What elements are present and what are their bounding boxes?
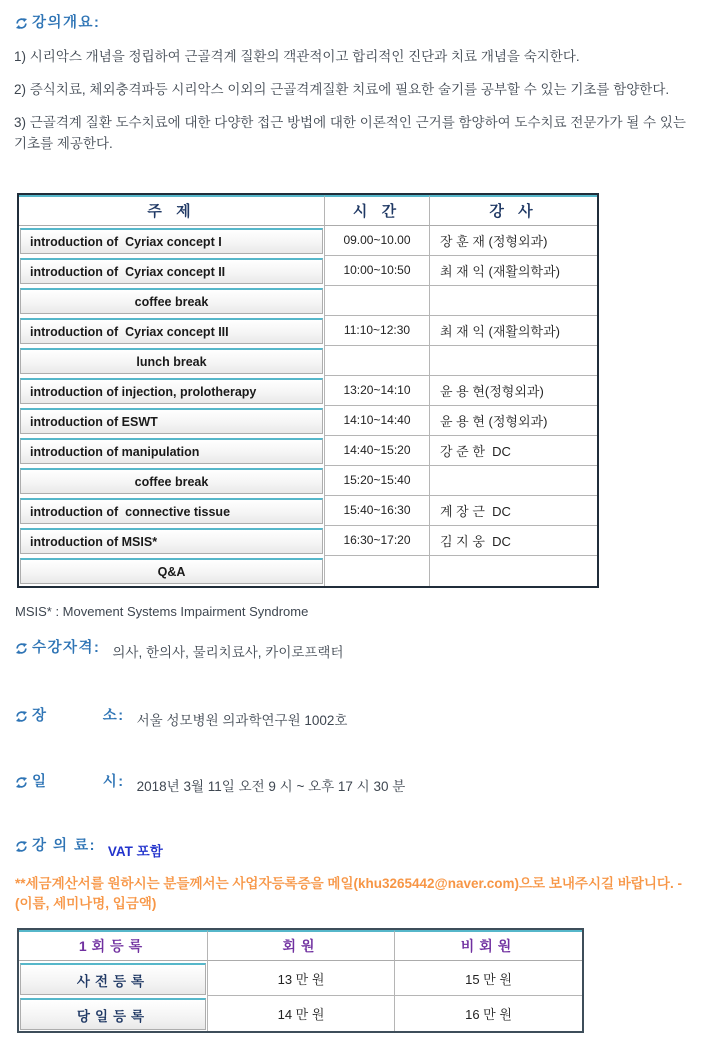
section-overview-heading xyxy=(14,14,695,33)
fee-value: VAT 포함 xyxy=(107,843,163,859)
schedule-table xyxy=(17,193,599,588)
break-cell: coffee break xyxy=(20,288,323,314)
qualification-value: 의사, 한의사, 물리치료사, 카이로프랙터 xyxy=(112,644,344,660)
table-row xyxy=(19,256,597,286)
time-cell: 09.00~10.00 xyxy=(324,226,429,256)
overview-heading: 강의개요: xyxy=(32,15,101,31)
time-cell: 14:10~14:40 xyxy=(324,406,429,436)
datetime-label: 일 시: xyxy=(32,773,125,790)
time-cell: 13:20~14:10 xyxy=(324,376,429,406)
instructor-cell: 김 지 웅 DC xyxy=(429,526,597,556)
break-cell: lunch break xyxy=(20,348,323,374)
topic-cell: introduction of manipulation xyxy=(20,438,323,464)
topic-cell: introduction of Cyriax concept III xyxy=(20,318,323,344)
topic-cell: introduction of ESWT xyxy=(20,408,323,434)
overview-paragraph-1: 1) 시리악스 개념을 정립하여 근골격계 질환의 객관적이고 합리적인 진단과 치료 개념을 숙지한다. xyxy=(14,48,580,64)
fee-label: 강 의 료: xyxy=(32,837,96,854)
table-row xyxy=(19,996,582,1031)
table-row xyxy=(19,316,597,346)
location-value: 서울 성모병원 의과학연구원 1002호 xyxy=(136,712,348,728)
topic-cell: introduction of injection, prolotherapy xyxy=(20,378,323,404)
instructor-cell xyxy=(429,466,597,496)
pricing-header-row xyxy=(19,930,582,961)
table-row xyxy=(19,226,597,256)
time-cell xyxy=(324,286,429,316)
section-qualification xyxy=(14,639,695,661)
instructor-cell xyxy=(429,346,597,376)
break-cell: Q&A xyxy=(20,558,323,584)
overview-paragraph-2: 2) 증식치료, 체외충격파등 시리악스 이외의 근골격계질환 치료에 필요한 술기를 공부할 수 있는 기초를 함양한다. xyxy=(14,81,670,97)
time-cell xyxy=(324,346,429,376)
header-instructor: 강 사 xyxy=(429,195,597,226)
overview-paragraph-3: 3) 근골격계 질환 도수치료에 대한 다양한 접근 방법에 대한 이론적인 근거를 함양하여 도수치료 전문가가 될 수 있는 기초를 제공한다. xyxy=(14,114,690,151)
topic-cell: introduction of Cyriax concept II xyxy=(20,258,323,284)
circular-arrows-icon xyxy=(14,16,29,31)
section-fee xyxy=(14,837,695,860)
pricing-table xyxy=(17,928,584,1033)
circular-arrows-icon xyxy=(14,709,29,724)
time-cell: 10:00~10:50 xyxy=(324,256,429,286)
instructor-cell: 윤 용 현 (정형외과) xyxy=(429,406,597,436)
tax-invoice-note: **세금계산서를 원하시는 분들께서는 사업자등록증을 메일(khu3265442@naver.com)으로 보내주시길 바랍니다. - (이름, 세미나명, 입금액) xyxy=(15,875,686,912)
instructor-cell xyxy=(429,556,597,586)
break-cell: coffee break xyxy=(20,468,323,494)
topic-cell: introduction of Cyriax concept I xyxy=(20,228,323,254)
table-row xyxy=(19,436,597,466)
instructor-cell: 장 훈 재 (정형외과) xyxy=(429,226,597,256)
table-row xyxy=(19,466,597,496)
location-label: 장 소: xyxy=(32,707,125,724)
time-cell: 15:20~15:40 xyxy=(324,466,429,496)
member-price-cell: 14 만 원 xyxy=(207,996,394,1031)
table-row xyxy=(19,406,597,436)
registration-type-cell: 당일등록 xyxy=(20,998,206,1030)
table-row xyxy=(19,526,597,556)
schedule-header-row xyxy=(19,195,597,226)
nonmember-price-cell: 16 만 원 xyxy=(394,996,582,1031)
topic-cell: introduction of connective tissue xyxy=(20,498,323,524)
member-price-cell: 13 만 원 xyxy=(207,961,394,996)
instructor-cell: 최 재 익 (재활의학과) xyxy=(429,256,597,286)
time-cell: 15:40~16:30 xyxy=(324,496,429,526)
instructor-cell xyxy=(429,286,597,316)
table-row xyxy=(19,376,597,406)
table-row xyxy=(19,496,597,526)
topic-cell: introduction of MSIS* xyxy=(20,528,323,554)
header-topic: 주 제 xyxy=(19,195,324,226)
time-cell xyxy=(324,556,429,586)
section-datetime xyxy=(14,773,695,795)
instructor-cell: 윤 용 현(정형외과) xyxy=(429,376,597,406)
time-cell: 11:10~12:30 xyxy=(324,316,429,346)
section-location xyxy=(14,707,695,729)
header-nonmember: 비회원 xyxy=(394,930,582,961)
datetime-value: 2018년 3월 11일 오전 9 시 ~ 오후 17 시 30 분 xyxy=(136,778,406,794)
msis-footnote: MSIS* : Movement Systems Impairment Syndrome xyxy=(15,603,309,619)
instructor-cell: 계 장 근 DC xyxy=(429,496,597,526)
time-cell: 14:40~15:20 xyxy=(324,436,429,466)
circular-arrows-icon xyxy=(14,775,29,790)
header-registration: 1회등록 xyxy=(19,930,207,961)
nonmember-price-cell: 15 만 원 xyxy=(394,961,582,996)
instructor-cell: 강 준 한 DC xyxy=(429,436,597,466)
registration-type-cell: 사전등록 xyxy=(20,963,206,995)
table-row xyxy=(19,961,582,996)
time-cell: 16:30~17:20 xyxy=(324,526,429,556)
instructor-cell: 최 재 익 (재활의학과) xyxy=(429,316,597,346)
qualification-label: 수강자격: xyxy=(32,639,101,656)
table-row xyxy=(19,346,597,376)
header-member: 회원 xyxy=(207,930,394,961)
header-time: 시 간 xyxy=(324,195,429,226)
table-row xyxy=(19,286,597,316)
circular-arrows-icon xyxy=(14,641,29,656)
circular-arrows-icon xyxy=(14,839,29,854)
table-row xyxy=(19,556,597,586)
